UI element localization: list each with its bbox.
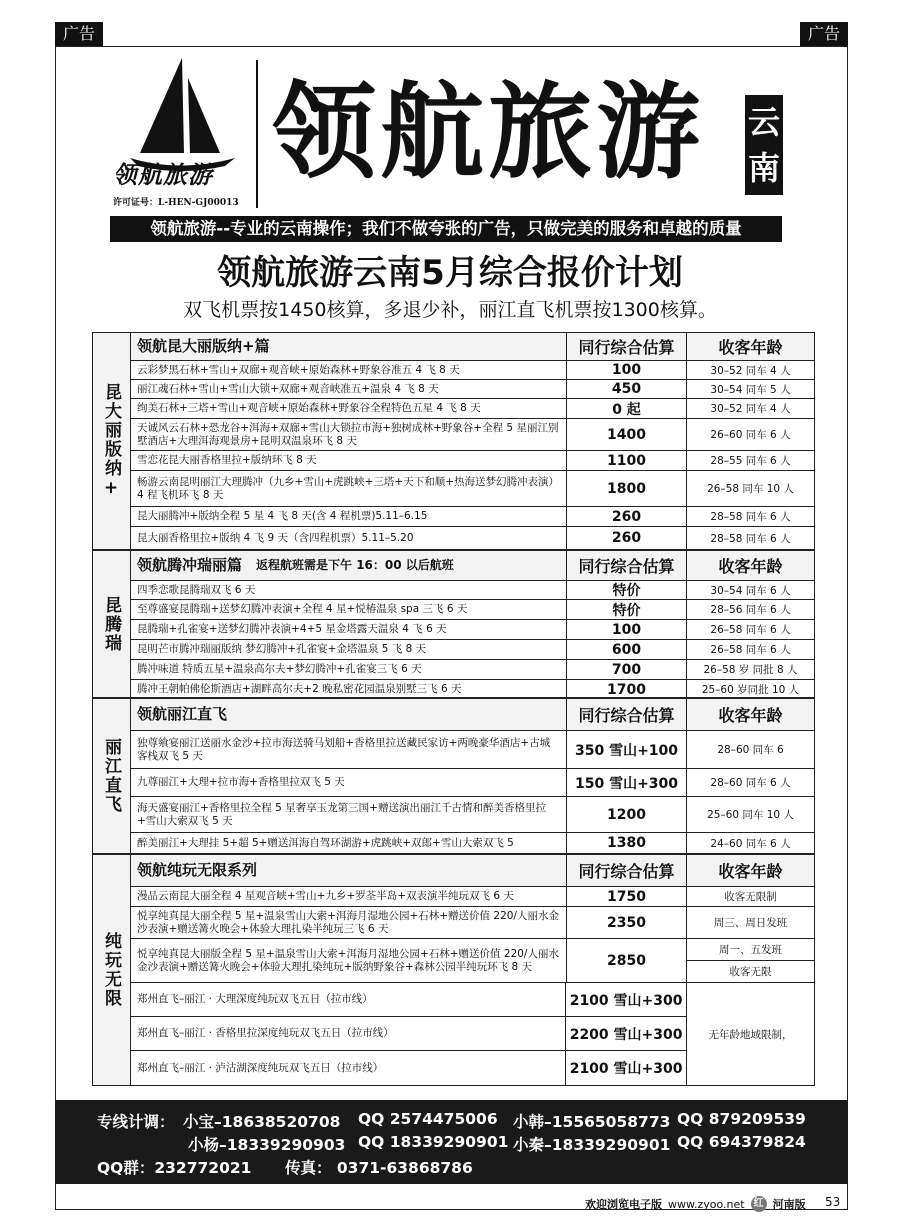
- route-age: 周三、周日发班: [713, 917, 788, 929]
- header-name: 领航纯玩无限系列: [131, 855, 567, 886]
- route-name: 海天盛宴丽江+香格里拉全程 5 星奢享玉龙第三国+赠送演出丽江千古情和醉美香格里拉+雪山大索双飞 5 天: [131, 797, 567, 832]
- table-row: [131, 581, 814, 600]
- section-tengchong: [92, 550, 815, 698]
- route-price: 1100: [567, 451, 687, 470]
- table-row: [131, 399, 814, 419]
- route-age: 25–60 同车 10 人: [707, 809, 794, 821]
- route-name: 醉美丽江+大理挂 5+超 5+赠送洱海自驾环湖游+虎跳峡+双郎+雪山大索双飞 5: [131, 833, 567, 853]
- route-name: 至尊盛宴昆腾瑞+送梦幻腾冲表演+全程 4 星+悦椿温泉 spa 三飞 6 天: [131, 600, 567, 619]
- section-kundali: [92, 332, 815, 550]
- route-age: 25–60 岁同批 10 人: [701, 684, 800, 696]
- route-name: 漫品云南昆大丽全程 4 星观音峡+雪山+九乡+罗荃半岛+双表演半纯玩双飞 6 天: [131, 887, 567, 906]
- route-name: 悦享纯真昆大丽版全程 5 星+温泉雪山大索+洱海月湿地公园+石林+赠送价值 220/人丽水金沙表演+赠送篝火晚会+体验大理扎染纯玩+版纳野象谷+森林公园半纯玩环飞 8 天: [131, 939, 567, 982]
- route-name: 天诚风云石林+恐龙谷+洱海+双廊+雪山大锁拉市海+独树成林+野象谷+全程 5 星丽江别墅酒店+大理洱海观景房+昆明双温泉环飞 8 天: [131, 419, 567, 450]
- route-price: 1800: [567, 471, 687, 506]
- route-age: 26–60 同车 6 人: [710, 429, 791, 441]
- route-price: 100: [567, 620, 687, 639]
- table-row: [131, 939, 814, 983]
- bottom-bar: [585, 1196, 806, 1212]
- route-price: 0 起: [567, 399, 687, 418]
- route-price: 1400: [567, 419, 687, 450]
- table-header: [131, 333, 814, 361]
- contact-label: 专线计调：: [97, 1113, 175, 1131]
- header-name: 领航丽江直飞: [131, 699, 567, 730]
- route-name: 昆大丽香格里拉+版纳 4 飞 9 天（含四程机票）5.11–5.20: [131, 527, 567, 549]
- header-price: 同行综合估算: [567, 551, 687, 580]
- table-row: [131, 731, 814, 769]
- route-age: 26–58 同车 10 人: [707, 483, 794, 495]
- route-age: 周一、五发班: [687, 939, 814, 961]
- table-row: [131, 1051, 687, 1085]
- route-name: 郑州直飞–丽江 · 泸沽湖深度纯玩双飞五日（拉市线）: [131, 1051, 566, 1085]
- route-price: 150 雪山+300: [567, 769, 687, 796]
- fax: 传真： 0371-63868786: [285, 1159, 473, 1177]
- route-price: 450: [567, 380, 687, 398]
- section-chunwan: [92, 854, 815, 1086]
- route-name: 昆明芒市腾冲瑞丽版纳 梦幻腾冲+孔雀宴+金塔温泉 5 飞 8 天: [131, 640, 567, 659]
- header-price: 同行综合估算: [567, 699, 687, 730]
- route-age: 30–52 同车 4 人: [710, 364, 791, 377]
- table-row: [131, 419, 814, 451]
- header-name: 领航昆大丽版纳+篇: [131, 333, 567, 360]
- route-price: 260: [567, 507, 687, 526]
- route-name: 云彩梦黑石林+雪山+双廊+观音峡+原始森林+野象谷准五 4 飞 8 天: [131, 361, 567, 379]
- route-name: 腾冲味道 特质五星+温泉高尔夫+梦幻腾冲+孔雀宴三飞 6 天: [131, 660, 567, 679]
- route-price: 2100 雪山+300: [569, 1061, 683, 1077]
- header-price: 同行综合估算: [567, 333, 687, 360]
- route-price: 特价: [567, 600, 687, 619]
- contact-qq: QQ 694379824: [677, 1133, 806, 1151]
- route-name: 绚美石林+三塔+雪山+观音峡+原始森林+野象谷全程特色五星 4 飞 8 天: [131, 399, 567, 418]
- route-age: 26–58 同车 6 人: [710, 624, 791, 636]
- contact-qq: QQ 2574475006: [358, 1110, 498, 1128]
- table-row: [131, 527, 814, 549]
- route-age: 26–58 同车 6 人: [710, 644, 791, 656]
- route-age-split: [687, 939, 814, 982]
- table-row: [131, 507, 814, 527]
- route-price: 1380: [567, 833, 687, 853]
- contact-phone: 小秦–18339290901: [513, 1136, 671, 1154]
- brand-title: 领航旅游: [272, 70, 705, 193]
- route-age: 30–54 同车 5 人: [710, 383, 791, 396]
- table-row: [131, 380, 814, 399]
- route-age: 26–58 岁 同批 8 人: [703, 664, 798, 676]
- header-age: 收客年龄: [718, 338, 783, 357]
- route-price: 100: [567, 361, 687, 379]
- section-lijiang: [92, 698, 815, 854]
- header-age: 收客年龄: [718, 557, 783, 576]
- route-price: 350 雪山+100: [567, 731, 687, 768]
- route-age: 收客无限: [729, 966, 772, 978]
- route-name: 丽江魂石林+雪山+雪山大锁+双廊+观音峡准五+温泉 4 飞 8 天: [131, 380, 567, 398]
- header-age: 收客年龄: [718, 862, 783, 881]
- contact-phone: 小杨–18339290903: [188, 1136, 346, 1154]
- contact-qq: QQ 879209539: [677, 1110, 806, 1128]
- route-age: 28–56 同车 6 人: [710, 604, 791, 616]
- contact-phone: 小宝–18638520708: [183, 1113, 341, 1131]
- route-age: 30–52 同车 4 人: [710, 403, 791, 415]
- route-age: 24–60 同车 6 人: [710, 837, 791, 850]
- table-row: [131, 907, 814, 939]
- route-name: 郑州直飞–丽江 · 大理深度纯玩双飞五日（拉市线）: [131, 983, 566, 1016]
- table-row: [131, 680, 814, 699]
- route-age: 28–58 同车 6 人: [710, 532, 791, 545]
- route-age: 28–60 同车 6 人: [710, 777, 791, 789]
- merged-rows: [131, 983, 814, 1085]
- route-name: 昆腾瑞+孔雀宴+送梦幻腾冲表演+4+5 星金塔露天温泉 4 飞 6 天: [131, 620, 567, 639]
- route-age: 收客无限制: [724, 891, 777, 903]
- section-label: 昆大丽版纳+: [93, 333, 131, 549]
- header-name-cell: [131, 551, 567, 580]
- contact-qq: QQ 18339290901: [358, 1133, 509, 1151]
- header-divider: [256, 60, 258, 208]
- route-age: 28–55 同车 6 人: [710, 455, 791, 467]
- route-price: 1700: [567, 680, 687, 699]
- table-row: [131, 471, 814, 507]
- table-row: [131, 620, 814, 640]
- header-note: 返程航班需是下午 16：00 以后航班: [256, 558, 454, 572]
- route-name: 雪恋花昆大丽香格里拉+版纳环飞 8 天: [131, 451, 567, 470]
- route-price: 700: [567, 660, 687, 679]
- header-age: 收客年龄: [718, 706, 783, 725]
- table-row: [131, 1017, 687, 1051]
- route-price: 2850: [567, 939, 687, 982]
- table-row: [131, 833, 814, 853]
- route-price: 2200 雪山+300: [569, 1026, 683, 1043]
- route-name: 四季恋歌昆腾瑞双飞 6 天: [131, 581, 567, 599]
- logo-text: 领航旅游: [113, 160, 213, 189]
- route-age: 30–54 同车 6 人: [710, 584, 791, 597]
- route-name: 畅游云南昆明丽江大理腾冲（九乡+雪山+虎跳峡+三塔+天下和顺+热海送梦幻腾冲表演）4 程飞机环飞 8 天: [131, 471, 567, 506]
- route-price: 2100 雪山+300: [569, 992, 683, 1009]
- edition-label: 河南版: [772, 1198, 806, 1211]
- table-header: [131, 551, 814, 581]
- main-title: 领航旅游云南5月综合报价计划: [217, 253, 683, 293]
- route-price: 600: [567, 640, 687, 659]
- sub-title: 双飞机票按1450核算，多退少补，丽江直飞机票按1300核算。: [183, 299, 717, 321]
- table-row: [131, 887, 814, 907]
- site-link[interactable]: www.zyoo.net: [668, 1197, 745, 1211]
- table-row: [131, 600, 814, 620]
- table-row: [131, 451, 814, 471]
- table-row: [131, 797, 814, 833]
- brand-side-label: 云南: [745, 95, 783, 195]
- route-price: 1200: [567, 797, 687, 832]
- route-name: 郑州直飞–丽江 · 香格里拉深度纯玩双飞五日（拉市线）: [131, 1017, 566, 1050]
- table-row: [131, 660, 814, 680]
- table-header: [131, 855, 814, 887]
- route-age: 28–58 同车 6 人: [710, 511, 791, 523]
- table-row: [131, 361, 814, 380]
- table-row: [131, 640, 814, 660]
- route-name: 独尊飨宴丽江送丽水金沙+拉市海送骑马划船+香格里拉送藏民家访+两晚豪华酒店+古城客栈双飞 5 天: [131, 731, 567, 768]
- route-price: 260: [567, 527, 687, 549]
- contact-phone: 小韩–15565058773: [513, 1113, 671, 1131]
- route-name: 悦享纯真昆大丽全程 5 星+温泉雪山大索+洱海月湿地公园+石林+赠送价值 220/人丽水金沙表演+赠送篝火晚会+体验大理扎染半纯玩三飞 6 天: [131, 907, 567, 938]
- section-label: 丽江直飞: [93, 699, 131, 853]
- merged-age: 无年龄地域限制，: [708, 1028, 793, 1041]
- slogan-bar: 领航旅游--专业的云南操作；我们不做夸张的广告，只做完美的服务和卓越的质量: [110, 216, 782, 242]
- header-name: 领航腾冲瑞丽篇: [137, 556, 243, 574]
- edition-icon: 红: [751, 1196, 767, 1212]
- license-number: 许可证号：L-HEN-GJ00013: [113, 198, 239, 208]
- ad-tag-right: 广告: [800, 22, 848, 46]
- section-label: 纯玩无限: [93, 855, 131, 1085]
- route-name: 腾冲王朝帕佛伦斯酒店+湖畔高尔夫+2 晚私密花园温泉别墅三飞 6 天: [131, 680, 567, 699]
- merged-rows-left: [131, 983, 687, 1085]
- page-number: 53: [825, 1195, 841, 1209]
- welcome-text: 欢迎浏览电子版: [585, 1198, 662, 1211]
- table-row: [131, 983, 687, 1017]
- table-header: [131, 699, 814, 731]
- ad-tag-left: 广告: [55, 22, 103, 46]
- section-label: 昆腾瑞: [93, 551, 131, 697]
- qq-group: QQ群：232772021: [97, 1159, 252, 1177]
- route-price: 2350: [567, 907, 687, 938]
- contact-footer: [55, 1100, 848, 1184]
- route-name: 九尊丽江+大理+拉市海+香格里拉双飞 5 天: [131, 769, 567, 796]
- route-price: 特价: [567, 581, 687, 599]
- header-price: 同行综合估算: [567, 855, 687, 886]
- table-row: [131, 769, 814, 797]
- route-name: 昆大丽腾冲+版纳全程 5 星 4 飞 8 天(含 4 程机票)5.11–6.15: [131, 507, 567, 526]
- route-price: 1750: [567, 887, 687, 906]
- route-age: 28–60 同车 6: [717, 744, 784, 756]
